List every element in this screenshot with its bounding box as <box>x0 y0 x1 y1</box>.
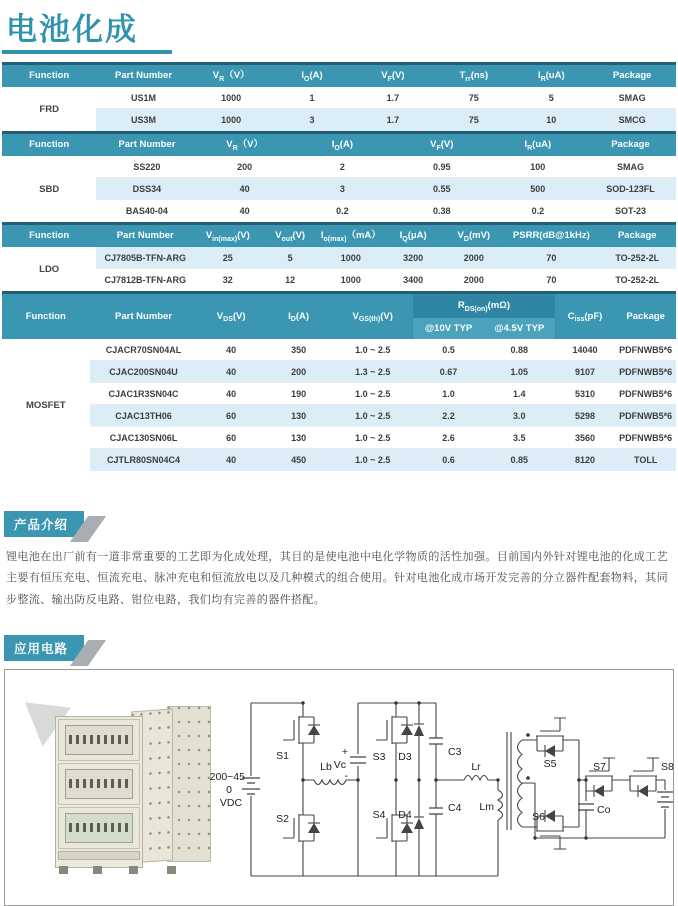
inductor-lr <box>464 776 488 781</box>
diode-d4 <box>414 817 424 829</box>
gate-drive-symbols <box>554 718 659 849</box>
table-row <box>90 427 676 449</box>
value-cell: 70 <box>546 275 557 285</box>
value-cell: 200 <box>237 161 253 172</box>
value-cell: 1.7 <box>386 115 400 125</box>
column-header: Part Number <box>116 230 174 242</box>
circuit-section-title: 应用电路 <box>4 635 84 661</box>
value-cell: 0.6 <box>442 455 455 465</box>
output-battery <box>657 792 673 807</box>
column-header: V $_R$ （V） <box>212 70 250 83</box>
label-co: Co <box>597 804 611 817</box>
column-header: Package <box>617 230 657 242</box>
package-cell: SMAG <box>618 92 646 103</box>
part-number-cell: CJACR70SN04AL <box>105 344 182 355</box>
table-row <box>96 247 676 269</box>
column-header: Function <box>29 139 70 151</box>
value-cell: 10 <box>546 115 557 125</box>
column-header: I $_O$ (A) <box>331 139 353 152</box>
value-cell: 190 <box>291 388 307 399</box>
part-number-cell: CJ7805B-TFN-ARG <box>104 252 186 263</box>
part-number-cell: BAS40-04 <box>125 206 168 216</box>
table-row <box>96 156 676 178</box>
value-cell: 0.67 <box>439 366 458 377</box>
label-c3: C3 <box>448 746 462 759</box>
column-header: R $_{DS(on)}$ (mΩ) <box>413 294 555 318</box>
part-number-cell: CJTLR80SN04C4 <box>107 455 181 465</box>
column-header: Part Number <box>115 70 173 82</box>
sbd-table <box>2 131 676 222</box>
table-row <box>96 269 676 291</box>
part-number-cell: DSS34 <box>132 183 162 194</box>
value-cell: 40 <box>226 388 237 399</box>
function-cell: FRD <box>2 87 96 131</box>
part-number-cell: CJAC1R3SN04C <box>108 388 179 399</box>
label-s6: S6 <box>532 811 545 824</box>
package-cell: PDFNWB5*6 <box>619 344 673 355</box>
column-header: Function <box>25 310 66 322</box>
table-row <box>96 200 676 222</box>
column-header: I $_Q$ (μA) <box>399 230 427 243</box>
column-header: I $_R$ (uA) <box>524 139 552 152</box>
value-cell: 3 <box>339 183 345 194</box>
column-header: I $_O$ (A) <box>301 70 323 83</box>
inductor-lb <box>314 780 346 785</box>
value-cell: 1.7 <box>386 92 400 103</box>
source-voltage-label: 0 <box>226 784 232 797</box>
value-cell: 1 <box>309 92 315 103</box>
label-lm: Lm <box>479 801 494 814</box>
package-cell: TO-252-2L <box>615 252 660 263</box>
package-cell: PDFNWB5*6 <box>619 410 673 421</box>
function-cell: SBD <box>2 156 96 222</box>
value-cell: 1.05 <box>510 366 529 377</box>
column-header: Package <box>626 310 665 322</box>
source-voltage-label: 200~45 <box>209 771 245 784</box>
frd-rows <box>96 87 676 131</box>
column-header: V $_D$ (mV) <box>457 230 491 243</box>
value-cell: 1.0 ~ 2.5 <box>355 455 391 465</box>
table-row <box>90 383 676 405</box>
column-header: V $_F$ (V) <box>430 139 454 152</box>
table-row <box>90 339 676 361</box>
column-header: I $_{o(max)}$ （mA） <box>320 230 381 243</box>
column-header: V $_F$ (V) <box>381 70 405 83</box>
inductor-lm <box>498 790 503 820</box>
value-cell: 1.0 ~ 2.5 <box>355 388 391 399</box>
mosfet-rows <box>90 339 676 471</box>
value-cell: 8120 <box>575 455 596 465</box>
value-cell: 1000 <box>221 115 242 125</box>
label-lb: Lb <box>320 761 332 774</box>
value-cell: 1.0 ~ 2.5 <box>355 432 391 443</box>
column-header: V $_R$ （V） <box>226 139 263 152</box>
label-vc: Vc <box>333 759 346 772</box>
value-cell: 3400 <box>403 275 424 285</box>
label-c4: C4 <box>448 802 462 815</box>
column-header: Part Number <box>118 139 176 151</box>
value-cell: 40 <box>239 183 250 194</box>
value-cell: 12 <box>285 275 296 285</box>
value-cell: 1.3 ~ 2.5 <box>355 366 391 377</box>
label-s5: S5 <box>543 758 557 771</box>
part-number-cell: US3M <box>131 115 157 125</box>
label-s1: S1 <box>276 750 289 763</box>
label-d4: D4 <box>398 809 412 822</box>
capacitor-co <box>578 804 594 810</box>
value-cell: 70 <box>546 252 557 263</box>
title-underline <box>2 50 172 54</box>
value-cell: 1.4 <box>513 388 526 399</box>
mosfet-s5 <box>528 720 572 757</box>
transformer-core <box>507 732 511 830</box>
value-cell: 25 <box>222 252 233 263</box>
package-cell: SMCG <box>618 115 646 125</box>
value-cell: 14040 <box>572 344 598 355</box>
value-cell: 500 <box>530 183 546 194</box>
value-cell: 5 <box>287 252 293 263</box>
value-cell: 100 <box>530 161 546 172</box>
value-cell: 0.2 <box>336 206 349 216</box>
part-number-cell: CJ7812B-TFN-ARG <box>104 275 186 285</box>
column-header: Package <box>611 139 650 151</box>
datasheet-page <box>0 4 678 906</box>
table-row <box>90 449 676 471</box>
package-cell: SOD-123FL <box>606 183 655 194</box>
column-header: PSRR(dB@1kHz) <box>512 230 590 242</box>
value-cell: 5310 <box>575 388 596 399</box>
ldo-table <box>2 222 676 291</box>
transformer-secondary <box>518 740 523 827</box>
value-cell: 0.95 <box>433 161 451 172</box>
value-cell: 3 <box>309 115 315 125</box>
value-cell: 60 <box>226 410 237 421</box>
function-cell: LDO <box>2 247 96 291</box>
value-cell: 0.85 <box>510 455 529 465</box>
sbd-rows <box>96 156 676 222</box>
label-s8: S8 <box>661 761 674 774</box>
mosfet-s3 <box>376 708 413 752</box>
column-header: C $_{iss}$ (pF) <box>567 310 603 323</box>
value-cell: 450 <box>291 455 307 465</box>
ldo-table-header <box>2 222 676 247</box>
value-cell: 130 <box>291 432 307 443</box>
label-s2: S2 <box>276 813 289 826</box>
value-cell: 40 <box>226 366 237 377</box>
table-row <box>96 178 676 200</box>
package-cell: SOT-23 <box>614 206 646 216</box>
application-circuit-diagram <box>5 670 675 905</box>
label-vc-minus: - <box>344 770 348 783</box>
column-header: I $_R$ (uA) <box>537 70 565 83</box>
value-cell: 2 <box>339 161 345 172</box>
value-cell: 40 <box>226 344 237 355</box>
package-cell: TOLL <box>634 455 658 465</box>
label-d3: D3 <box>398 751 412 764</box>
function-cell: MOSFET <box>2 339 90 471</box>
value-cell: 1.0 <box>442 388 455 399</box>
intro-paragraph: 锂电池在出厂前有一道非常重要的工艺即为化成处理，其目的是使电池中电化学物质的活性加强。目前国内外针对锂电池的化成工艺主要有恒压充电、恒流充电、脉冲充电和恒流放电以及几种模式的组合使用。针对电池化成市场开发完善的分立器件配套物料，其同步整流、输出防反电路、钳位电路，我们均有完善的器件搭配。 <box>6 551 668 606</box>
application-circuit-box <box>4 669 674 906</box>
package-cell: TO-252-2L <box>615 275 660 285</box>
value-cell: 200 <box>291 366 307 377</box>
frd-table <box>2 62 676 131</box>
value-cell: 0.55 <box>433 183 451 194</box>
column-header: Part Number <box>115 310 173 322</box>
column-header: V $_{DS}$ (V) <box>216 310 246 323</box>
part-number-cell: US1M <box>131 92 157 103</box>
label-s4: S4 <box>372 809 386 822</box>
column-header: I $_D$ (A) <box>288 310 310 323</box>
part-number-cell: CJAC200SN04U <box>109 366 178 377</box>
column-header: Package <box>612 70 652 82</box>
sbd-table-header <box>2 131 676 156</box>
part-number-cell: CJAC13TH06 <box>115 410 172 421</box>
label-vc-plus: + <box>341 746 348 759</box>
value-cell: 5298 <box>575 410 596 421</box>
value-cell: 1000 <box>340 252 361 263</box>
frd-table-header <box>2 62 676 87</box>
column-header: V $_{GS(th)}$ (V) <box>352 310 393 323</box>
column-header: Function <box>29 230 70 242</box>
value-cell: 2.6 <box>442 432 455 443</box>
mosfet-table-header <box>2 291 676 339</box>
intro-section-title: 产品介绍 <box>4 511 84 537</box>
value-cell: 2.2 <box>442 410 455 421</box>
label-lr: Lr <box>471 761 481 774</box>
value-cell: 2000 <box>463 252 484 263</box>
sub-column-header: @10V TYP <box>424 323 473 335</box>
table-row <box>96 109 676 131</box>
value-cell: 3200 <box>403 252 424 263</box>
polarity-dot <box>526 777 530 781</box>
value-cell: 40 <box>226 455 237 465</box>
capacitor-c3 <box>429 738 443 744</box>
value-cell: 0.2 <box>531 206 545 216</box>
value-cell: 75 <box>468 115 479 125</box>
value-cell: 1.0 ~ 2.5 <box>355 410 391 421</box>
source-voltage-label: VDC <box>219 797 243 810</box>
capacitor-c4 <box>429 808 443 814</box>
ldo-rows <box>96 247 676 291</box>
value-cell: 60 <box>226 432 237 443</box>
mosfet-s1 <box>283 708 320 752</box>
column-header: Function <box>29 70 70 82</box>
column-header: V $_{in(max)}$ (V) <box>205 230 250 243</box>
diode-d3 <box>414 724 424 736</box>
capacitor-vc <box>350 757 366 763</box>
value-cell: 0.88 <box>510 344 529 355</box>
label-s3: S3 <box>372 751 386 764</box>
label-s7: S7 <box>593 761 606 774</box>
value-cell: 130 <box>291 410 307 421</box>
value-cell: 1.0 ~ 2.5 <box>355 344 391 355</box>
column-header: T $_{rr}$ (ns) <box>459 70 489 83</box>
value-cell: 0.5 <box>442 344 455 355</box>
value-cell: 350 <box>291 344 307 355</box>
column-header: V $_{out}$ (V) <box>275 230 306 243</box>
value-cell: 1000 <box>221 92 242 103</box>
value-cell: 75 <box>468 92 479 103</box>
polarity-dot <box>526 734 530 738</box>
value-cell: 3.0 <box>513 410 526 421</box>
sub-column-header: @4.5V TYP <box>494 323 545 335</box>
package-cell: PDFNWB5*6 <box>619 432 673 443</box>
page-title: 电池化成 <box>6 12 138 47</box>
value-cell: 3560 <box>575 432 596 443</box>
table-row <box>90 405 676 427</box>
package-cell: PDFNWB5*6 <box>619 388 673 399</box>
package-cell: SMAG <box>616 161 644 172</box>
table-row <box>90 361 676 383</box>
package-cell: PDFNWB5*6 <box>619 366 673 377</box>
value-cell: 5 <box>548 92 554 103</box>
value-cell: 9107 <box>575 366 596 377</box>
part-number-cell: SS220 <box>133 161 161 172</box>
rdson-column-group <box>413 294 555 339</box>
table-row <box>96 87 676 109</box>
value-cell: 0.38 <box>433 206 451 216</box>
value-cell: 2000 <box>463 275 484 285</box>
value-cell: 1000 <box>340 275 361 285</box>
part-number-cell: CJAC130SN06L <box>109 432 178 443</box>
mosfet-table <box>2 291 676 471</box>
value-cell: 32 <box>222 275 233 285</box>
value-cell: 40 <box>239 206 250 216</box>
value-cell: 3.5 <box>513 432 526 443</box>
